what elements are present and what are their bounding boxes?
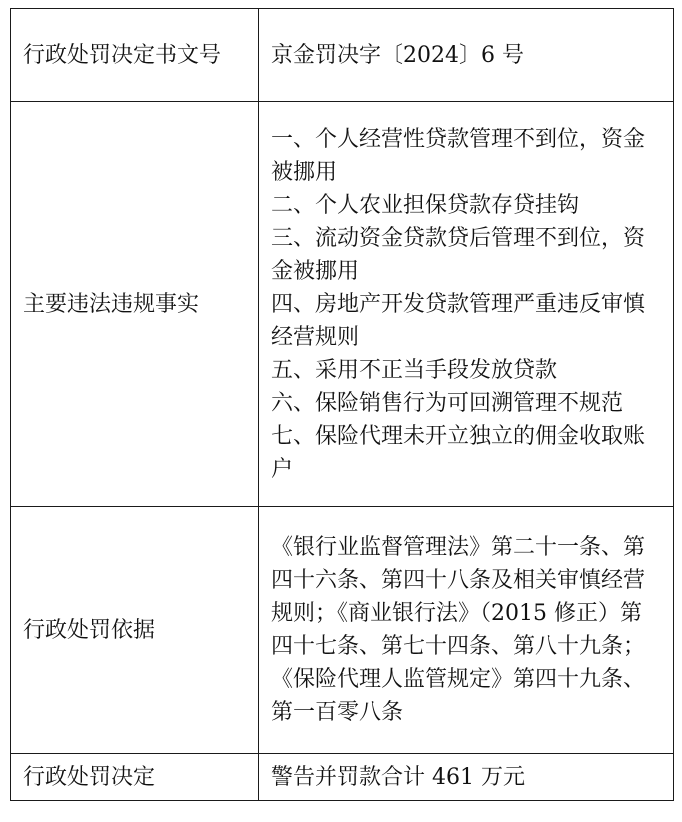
violation-item: 三、流动资金贷款贷后管理不到位，资金被挪用 [271, 225, 646, 284]
penalty-info-table [10, 8, 674, 801]
violations-label: 主要违法违规事实 [11, 102, 259, 507]
violation-item: 一、个人经营性贷款管理不到位，资金被挪用 [271, 126, 646, 185]
document-number-label: 行政处罚决定书文号 [11, 9, 259, 102]
violation-item: 二、个人农业担保贷款存贷挂钩 [271, 192, 580, 218]
violation-item: 七、保险代理未开立独立的佣金收取账户 [271, 423, 646, 482]
decision-label: 行政处罚决定 [11, 754, 259, 801]
violation-item: 六、保险销售行为可回溯管理不规范 [271, 390, 624, 416]
violation-item: 四、房地产开发贷款管理严重违反审慎经营规则 [271, 291, 646, 350]
table-row-violations [11, 102, 674, 507]
basis-label: 行政处罚依据 [11, 507, 259, 754]
violations-list [259, 102, 674, 507]
table-row-document-number [11, 9, 674, 102]
decision-value: 警告并罚款合计 461 万元 [259, 754, 674, 801]
basis-value: 《银行业监督管理法》第二十一条、第四十六条、第四十八条及相关审慎经营规则；《商业银行法》（2015 修正）第四十七条、第七十四条、第八十九条；《保险代理人监管规定》第四十九条、第一百零八条 [259, 507, 674, 754]
violation-item: 五、采用不正当手段发放贷款 [271, 357, 558, 383]
table-row-basis [11, 507, 674, 754]
document-number-value: 京金罚决字〔2024〕6 号 [259, 9, 674, 102]
table-row-decision [11, 754, 674, 801]
